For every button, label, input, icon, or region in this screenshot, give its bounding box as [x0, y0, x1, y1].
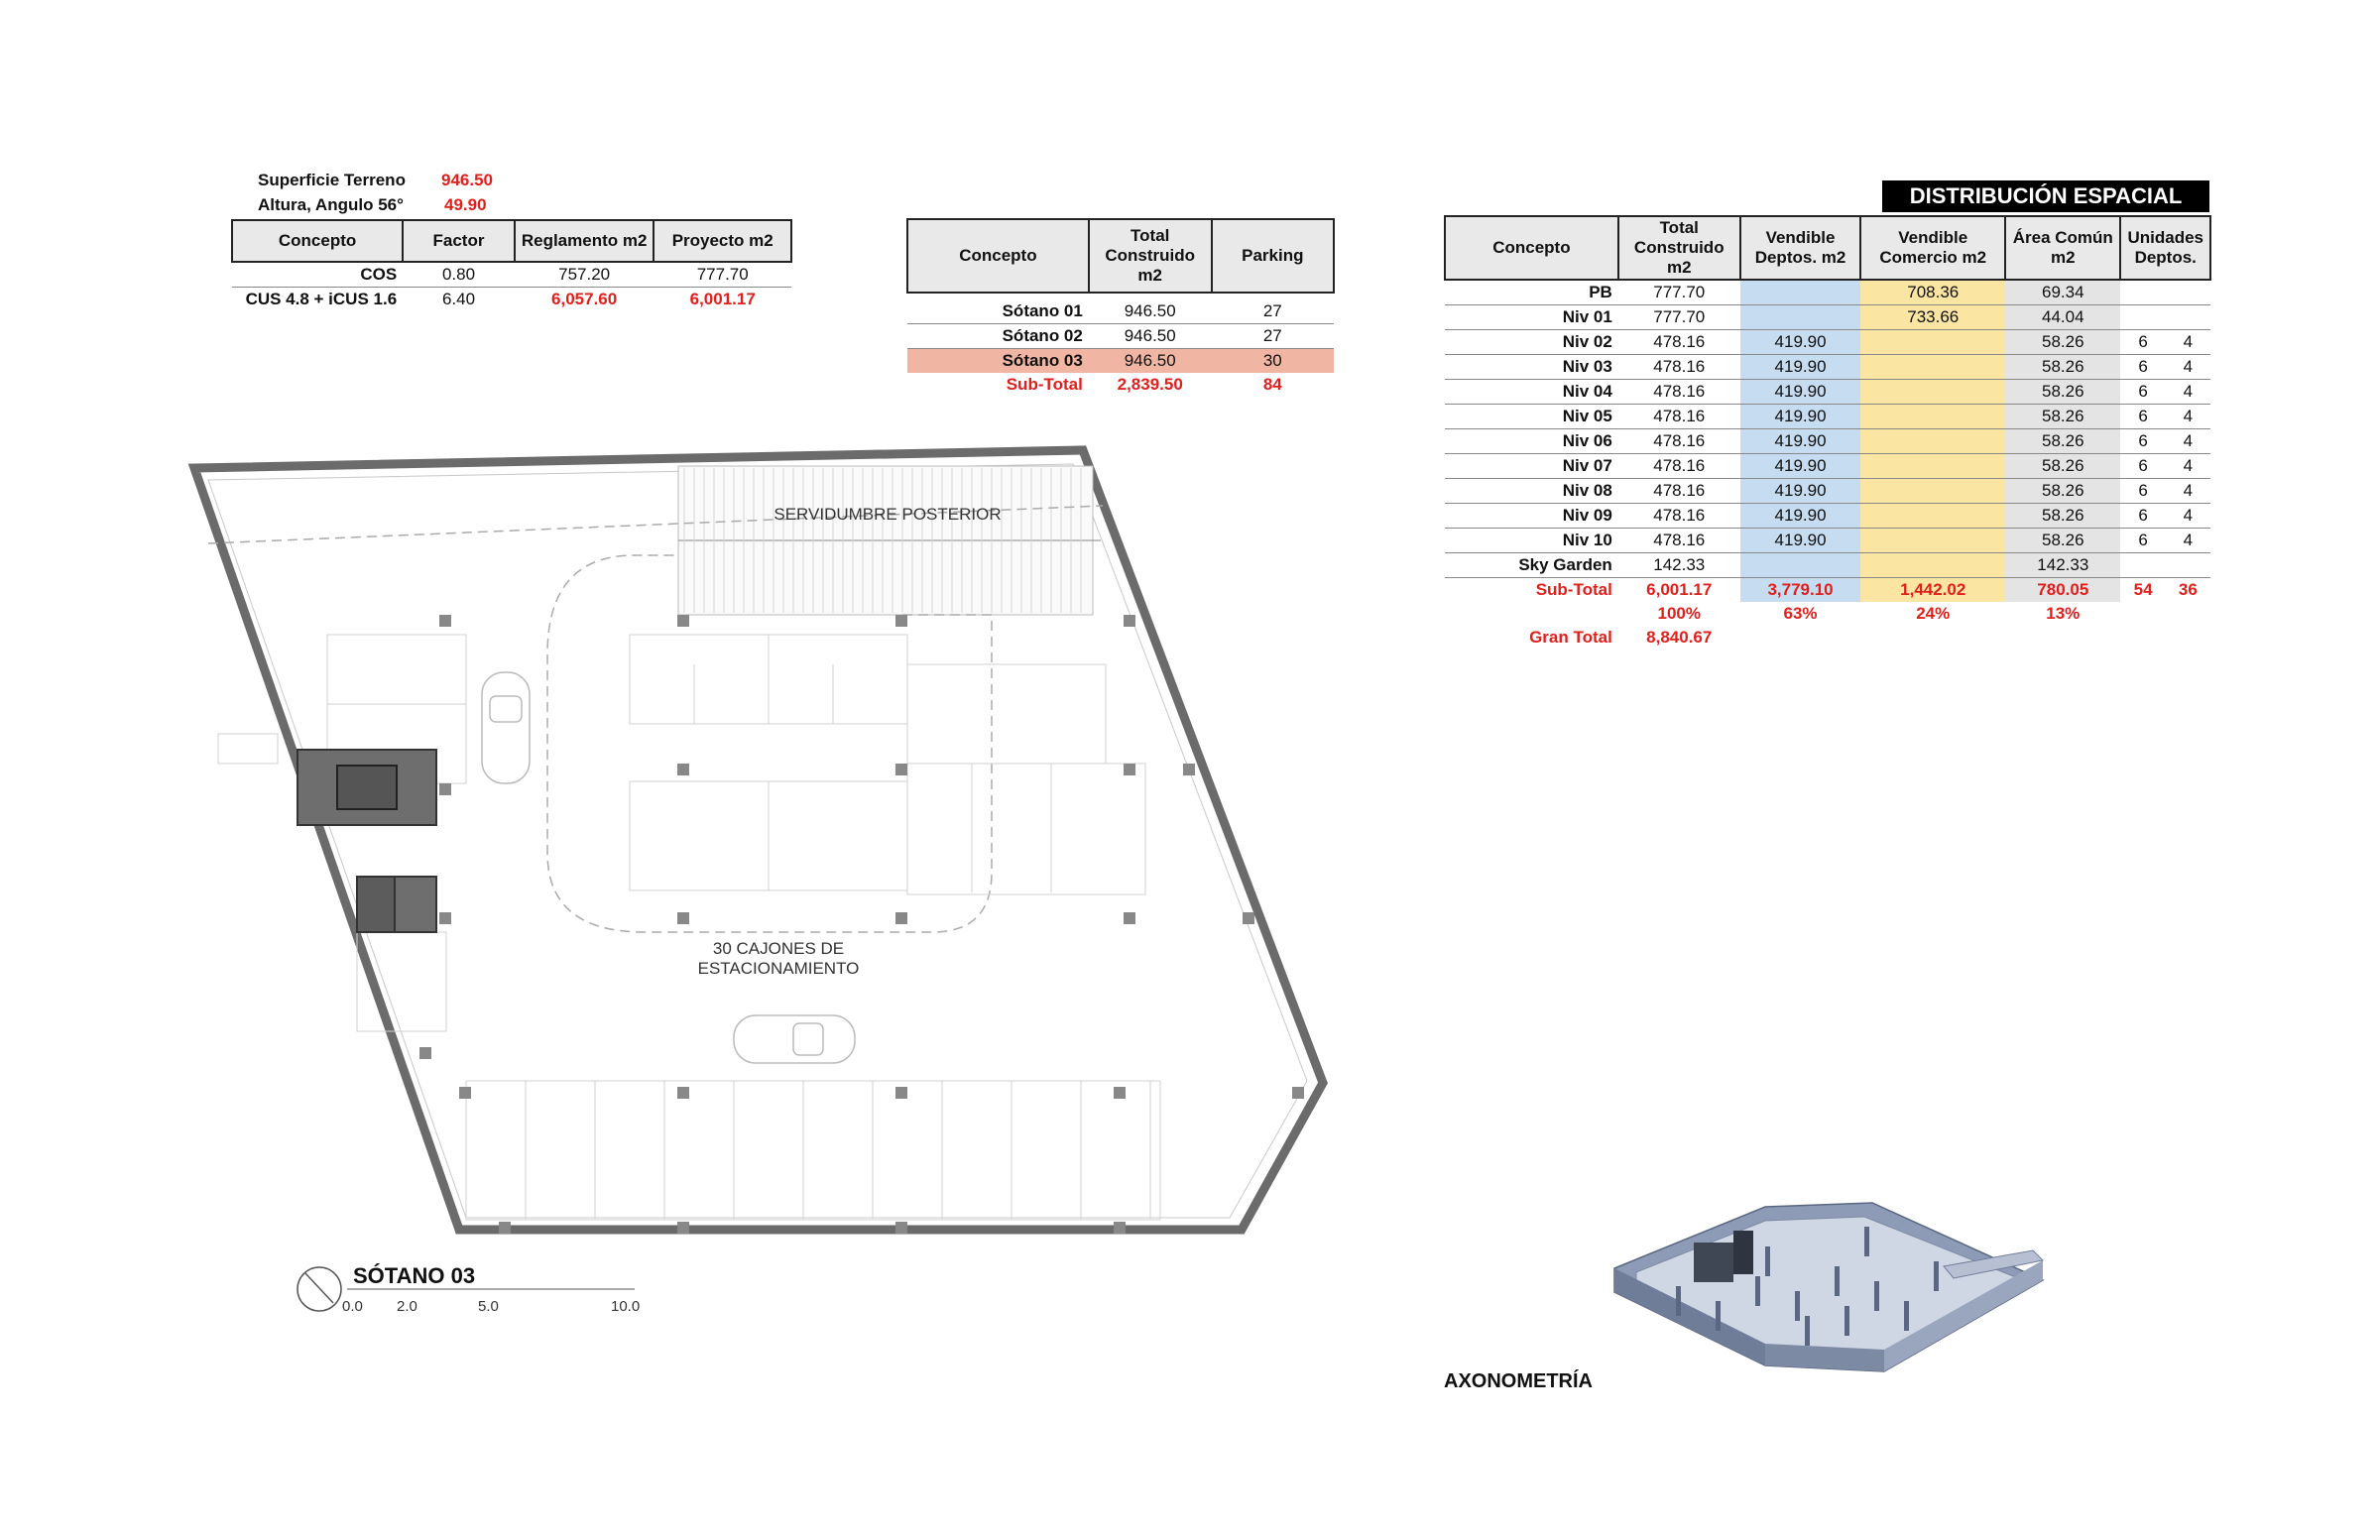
dist-cell-total: 478.16	[1618, 330, 1740, 355]
table-row	[1445, 280, 2210, 305]
car-icon	[482, 672, 530, 783]
table-row	[1445, 380, 2210, 405]
dist-cell-concepto: Niv 04	[1445, 380, 1618, 405]
table-row	[1445, 305, 2210, 330]
table-row	[1445, 405, 2210, 429]
dist-header-concepto: Concepto	[1445, 216, 1618, 280]
dist-cell-total: 478.16	[1618, 504, 1740, 529]
dist-cell-comun: 58.26	[2005, 429, 2120, 454]
dist-cell-deptos: 419.90	[1740, 330, 1861, 355]
dist-cell-total: 478.16	[1618, 429, 1740, 454]
table-row	[1445, 355, 2210, 380]
dist-cell-comercio	[1860, 380, 2005, 405]
params-header-factor: Factor	[403, 220, 515, 262]
dist-header-comercio: Vendible Comercio m2	[1860, 216, 2005, 280]
dist-cell-comercio	[1860, 330, 2005, 355]
dist-header-total: Total Construido m2	[1618, 216, 1740, 280]
dist-cell-u2: 4	[2166, 504, 2210, 529]
dist-cell-deptos: 419.90	[1740, 355, 1861, 380]
dist-cell-u1	[2120, 280, 2165, 305]
params-header-reglamento: Reglamento m2	[515, 220, 654, 262]
dist-cell-comun: 58.26	[2005, 380, 2120, 405]
dist-cell-concepto: Niv 09	[1445, 504, 1618, 529]
dist-cell-concepto: Niv 02	[1445, 330, 1618, 355]
dist-cell-deptos: 419.90	[1740, 380, 1861, 405]
dist-cell-deptos	[1740, 280, 1861, 305]
plan-title: SÓTANO 03	[353, 1263, 476, 1288]
dist-cell-comercio: 733.66	[1860, 305, 2005, 330]
params-table	[231, 219, 792, 311]
dist-cell-u2	[2166, 553, 2210, 578]
dist-cell-concepto: Niv 01	[1445, 305, 1618, 330]
dist-cell-u1: 6	[2120, 355, 2165, 380]
table-row-subtotal: Sub-Total 6,001.17 3,779.10 1,442.02 780.05 54 36	[1445, 578, 2210, 603]
altura-label: Altura, Angulo 56°	[258, 195, 404, 214]
dist-cell-u1: 6	[2120, 454, 2165, 479]
table-row: COS 0.80 757.20 777.70	[232, 262, 791, 288]
dist-cell-total: 777.70	[1618, 280, 1740, 305]
table-row: Sótano 02 946.50 27	[907, 324, 1334, 349]
dist-cell-u2: 4	[2166, 355, 2210, 380]
dist-cell-u2: 4	[2166, 380, 2210, 405]
dist-cell-u1	[2120, 553, 2165, 578]
dist-cell-concepto: Sky Garden	[1445, 553, 1618, 578]
dist-cell-total: 478.16	[1618, 380, 1740, 405]
table-row-grand-total: Gran Total 8,840.67	[1529, 628, 1713, 647]
dist-cell-total: 478.16	[1618, 529, 1740, 553]
dist-cell-comun: 58.26	[2005, 529, 2120, 553]
dist-cell-u2	[2166, 280, 2210, 305]
dist-cell-deptos: 419.90	[1740, 479, 1861, 504]
table-row	[1445, 529, 2210, 553]
dist-cell-u2: 4	[2166, 429, 2210, 454]
dist-cell-concepto: PB	[1445, 280, 1618, 305]
dist-cell-u2: 4	[2166, 454, 2210, 479]
params-header-concepto: Concepto	[232, 220, 403, 262]
axonometria-label: AXONOMETRÍA	[1444, 1370, 1593, 1392]
plan-title-block	[288, 1259, 664, 1319]
dist-cell-concepto: Niv 06	[1445, 429, 1618, 454]
cajones-label-2: ESTACIONAMIENTO	[697, 959, 860, 978]
dist-cell-comun: 58.26	[2005, 454, 2120, 479]
dist-cell-comun: 142.33	[2005, 553, 2120, 578]
servidumbre-label: SERVIDUMBRE POSTERIOR	[774, 505, 1002, 524]
dist-cell-comun: 69.34	[2005, 280, 2120, 305]
dist-cell-total: 478.16	[1618, 405, 1740, 429]
dist-cell-total: 478.16	[1618, 479, 1740, 504]
dist-cell-comercio: 708.36	[1860, 280, 2005, 305]
dist-cell-concepto: Niv 03	[1445, 355, 1618, 380]
dist-cell-u2: 4	[2166, 479, 2210, 504]
dist-cell-comercio	[1860, 504, 2005, 529]
table-row	[1445, 330, 2210, 355]
scale-2: 2.0	[397, 1298, 417, 1315]
distribution-title: DISTRIBUCIÓN ESPACIAL	[1882, 180, 2209, 212]
dist-cell-total: 478.16	[1618, 454, 1740, 479]
dist-cell-u1: 6	[2120, 380, 2165, 405]
dist-cell-u1: 6	[2120, 429, 2165, 454]
dist-cell-u1	[2120, 305, 2165, 330]
dist-cell-comun: 58.26	[2005, 504, 2120, 529]
dist-cell-total: 142.33	[1618, 553, 1740, 578]
dist-cell-concepto: Niv 05	[1445, 405, 1618, 429]
table-row	[1445, 553, 2210, 578]
dist-cell-comercio	[1860, 529, 2005, 553]
dist-cell-deptos	[1740, 305, 1861, 330]
table-row-percent: 100% 63% 24% 13%	[1657, 604, 2081, 623]
table-row	[1445, 479, 2210, 504]
parking-header-parking: Parking	[1212, 219, 1334, 293]
table-row	[1445, 504, 2210, 529]
dist-cell-comercio	[1860, 553, 2005, 578]
dist-cell-total: 777.70	[1618, 305, 1740, 330]
table-row	[1445, 429, 2210, 454]
dist-cell-deptos: 419.90	[1740, 405, 1861, 429]
dist-cell-deptos: 419.90	[1740, 429, 1861, 454]
dist-cell-total: 478.16	[1618, 355, 1740, 380]
dist-cell-concepto: Niv 07	[1445, 454, 1618, 479]
car-icon	[734, 1015, 855, 1063]
cajones-label-1: 30 CAJONES DE	[712, 939, 845, 958]
dist-cell-concepto: Niv 08	[1445, 479, 1618, 504]
dist-cell-u2: 4	[2166, 330, 2210, 355]
parking-table	[906, 218, 1335, 397]
ramp	[678, 466, 1101, 615]
params-header-proyecto: Proyecto m2	[654, 220, 791, 262]
distribution-table	[1444, 215, 2211, 650]
dist-cell-deptos: 419.90	[1740, 454, 1861, 479]
dist-cell-comun: 58.26	[2005, 355, 2120, 380]
dist-cell-deptos	[1740, 553, 1861, 578]
dist-header-unidades: Unidades Deptos.	[2120, 216, 2210, 280]
dist-cell-comun: 58.26	[2005, 330, 2120, 355]
scale-10: 10.0	[611, 1298, 641, 1315]
dist-cell-u1: 6	[2120, 479, 2165, 504]
table-row: CUS 4.8 + iCUS 1.6 6.40 6,057.60 6,001.17	[245, 290, 756, 308]
dist-cell-u2: 4	[2166, 405, 2210, 429]
dist-cell-u1: 6	[2120, 405, 2165, 429]
dist-cell-comun: 44.04	[2005, 305, 2120, 330]
dist-cell-deptos: 419.90	[1740, 529, 1861, 553]
dist-cell-deptos: 419.90	[1740, 504, 1861, 529]
dist-cell-u1: 6	[2120, 504, 2165, 529]
dist-cell-comercio	[1860, 405, 2005, 429]
dist-cell-concepto: Niv 10	[1445, 529, 1618, 553]
dist-cell-comun: 58.26	[2005, 479, 2120, 504]
dist-cell-u2: 4	[2166, 529, 2210, 553]
dist-cell-comercio	[1860, 454, 2005, 479]
dist-cell-comercio	[1860, 479, 2005, 504]
dist-cell-u1: 6	[2120, 330, 2165, 355]
dist-cell-comercio	[1860, 429, 2005, 454]
dist-header-comun: Área Común m2	[2005, 216, 2120, 280]
scale-5: 5.0	[478, 1298, 499, 1315]
scale-0: 0.0	[342, 1298, 363, 1315]
parking-header-concepto: Concepto	[907, 219, 1089, 293]
superficie-value: 946.50	[441, 171, 493, 189]
dist-cell-comun: 58.26	[2005, 405, 2120, 429]
table-row-highlight: Sótano 03 946.50 30	[907, 349, 1334, 374]
dist-cell-u2	[2166, 305, 2210, 330]
table-row: Sótano 01 946.50 27	[907, 299, 1334, 324]
basement-floor-plan	[178, 436, 1339, 1349]
parking-header-total: Total Construido m2	[1089, 219, 1212, 293]
dist-header-deptos: Vendible Deptos. m2	[1740, 216, 1861, 280]
table-row-subtotal: Sub-Total 2,839.50 84	[1006, 375, 1282, 394]
dist-cell-u1: 6	[2120, 529, 2165, 553]
dist-cell-comercio	[1860, 355, 2005, 380]
altura-value: 49.90	[444, 195, 487, 214]
superficie-label: Superficie Terreno	[258, 171, 406, 189]
axonometric-view	[1606, 1195, 2063, 1383]
table-row	[1445, 454, 2210, 479]
